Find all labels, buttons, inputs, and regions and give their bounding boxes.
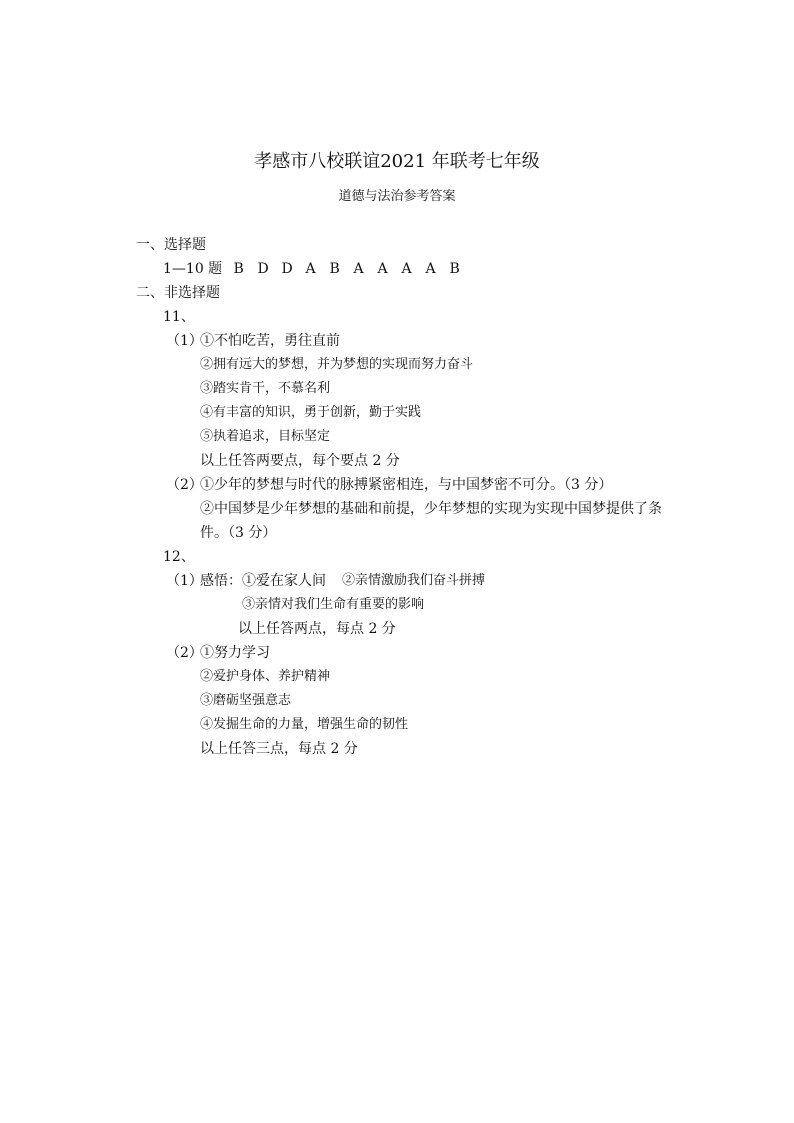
answer-7: A (377, 261, 388, 277)
q12-part2-note: 以上任答三点，每点 2 分 (200, 741, 358, 757)
q12-part1-line2: ③亲情对我们生命有重要的影响 (242, 597, 425, 612)
answer-3: D (281, 261, 293, 277)
q11-part1-item-5: ⑤执着追求，目标坚定 (200, 429, 331, 444)
q11-part2-label: （2） (166, 477, 203, 493)
choice-answers (233, 261, 473, 277)
q12-part2-item-1: ①努力学习 (200, 645, 270, 661)
page-title: 孝感市八校联谊2021 年联考七年级 (254, 151, 540, 172)
q11-part1-note: 以上任答两要点，每个要点 2 分 (200, 453, 400, 469)
question-12-number: 12、 (163, 549, 195, 565)
q11-part1-item-4: ④有丰富的知识，勇于创新，勤于实践 (200, 405, 422, 420)
answer-10: B (449, 261, 460, 277)
question-11-number: 11、 (163, 309, 195, 325)
q11-part1-label: （1） (166, 333, 203, 349)
q12-part2-label: （2） (166, 645, 203, 661)
q11-part1-item-1: ①不怕吃苦，勇往直前 (200, 333, 340, 349)
q11-part1-item-2: ②拥有远大的梦想，并为梦想的实现而努力奋斗 (200, 357, 474, 372)
q12-part2-item-3: ③磨砺坚强意志 (200, 693, 292, 708)
answer-4: A (305, 261, 316, 277)
choice-range: 1—10 题 (163, 261, 223, 277)
answer-9: A (425, 261, 436, 277)
answer-8: A (401, 261, 412, 277)
q11-part2-item-1: ①少年的梦想与时代的脉搏紧密相连，与中国梦密不可分。（3 分） (200, 477, 613, 493)
page-subtitle: 道德与法治参考答案 (338, 189, 456, 204)
answer-5: B (329, 261, 340, 277)
section-heading-nonchoice: 二、非选择题 (136, 285, 220, 301)
q11-part1-item-3: ③踏实肯干，不慕名利 (200, 381, 331, 396)
q12-part2-item-4: ④发掘生命的力量，增强生命的韧性 (200, 717, 409, 732)
q12-part1-line1-a: 感悟：①爱在家人间 (200, 573, 326, 589)
q12-part2-item-2: ②爱护身体、养护精神 (200, 669, 331, 684)
answer-2: D (257, 261, 269, 277)
q12-part1-label: （1） (166, 573, 203, 589)
q12-part1-note: 以上任答两点，每点 2 分 (238, 621, 396, 637)
answer-6: A (353, 261, 364, 277)
answer-1: B (233, 261, 244, 277)
q11-part2-item-2: ②中国梦是少年梦想的基础和前提，少年梦想的实现为实现中国梦提供了条 (200, 501, 662, 517)
q12-part1-line1-b: ②亲情激励我们奋斗拼搏 (342, 573, 486, 588)
choice-answer-row (163, 262, 473, 276)
section-heading-choice: 一、选择题 (136, 237, 206, 253)
q11-part2-item-2-continued: 件。（3 分） (200, 525, 277, 541)
